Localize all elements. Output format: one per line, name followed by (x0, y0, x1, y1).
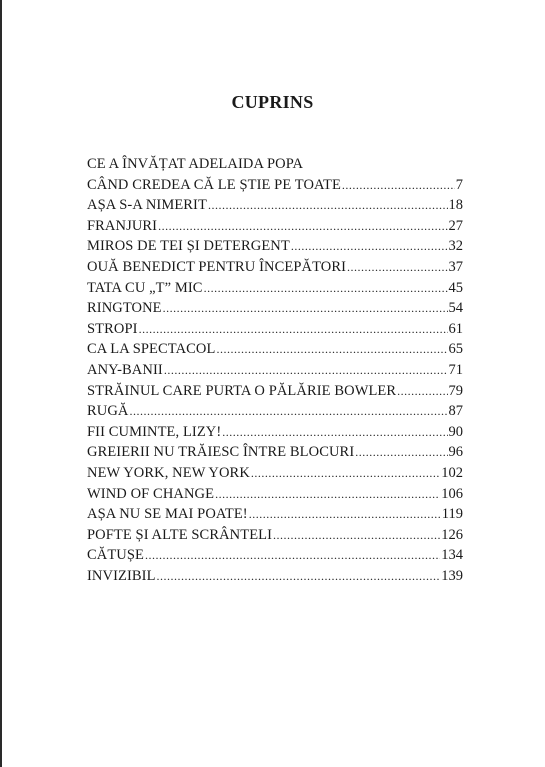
toc-entry-title: CA LA SPECTACOL (87, 341, 216, 358)
toc-entry (87, 216, 463, 237)
toc-entry-title: MIROS DE TEI ȘI DETERGENT (87, 238, 290, 255)
toc-entry-title: TATA CU „T” MIC (87, 279, 203, 296)
toc-entry-title: GREIERII NU TRĂIESC ÎNTRE BLOCURI (87, 444, 355, 461)
page-edge-line (0, 0, 2, 767)
toc-entry-title: AȘA S-A NIMERIT (87, 197, 207, 214)
toc-entry-page-number: 79 (448, 382, 463, 399)
toc-entry-title: STROPI (87, 320, 138, 337)
toc-leader-dots (208, 195, 448, 216)
toc-entry (87, 339, 463, 360)
toc-entry (87, 195, 463, 216)
toc-entry-title: RINGTONE (87, 300, 162, 317)
toc-entry-page-number: 65 (448, 341, 463, 358)
toc-entry-heading-line (87, 154, 463, 175)
toc-entry-title: INVIZIBIL (87, 567, 156, 584)
toc-entry-page-number: 102 (441, 464, 463, 481)
toc-entry-page-number: 87 (448, 403, 463, 420)
toc-leader-dots (355, 442, 447, 463)
toc-leader-dots (163, 298, 448, 319)
toc-entry-title: CÂND CREDEA CĂ LE ȘTIE PE TOATE (87, 176, 341, 193)
toc-entry (87, 298, 463, 319)
toc-entry (87, 257, 463, 278)
toc-leader-dots (251, 463, 440, 484)
toc-entry-title: FRANJURI (87, 217, 158, 234)
toc-entry-page-number: 32 (448, 238, 463, 255)
toc-entry (87, 442, 463, 463)
toc-entry-title: CE A ÎNVĂȚAT ADELAIDA POPA (87, 156, 304, 172)
toc-leader-dots (139, 319, 448, 340)
toc-entry-page-number: 106 (441, 485, 463, 502)
toc-leader-dots (291, 236, 448, 257)
toc-leader-dots (397, 381, 447, 402)
toc-entry (87, 236, 463, 257)
toc-entry-title: CĂTUȘE (87, 547, 144, 564)
toc-entry-title: FII CUMINTE, LIZY! (87, 423, 222, 440)
toc-leader-dots (249, 504, 441, 525)
toc-leader-dots (164, 360, 448, 381)
toc-entry-page-number: 96 (448, 444, 463, 461)
toc-entry-page-number: 126 (441, 526, 463, 543)
toc-entry-page-number: 54 (448, 300, 463, 317)
toc-entry-title: AȘA NU SE MAI POATE! (87, 506, 248, 523)
toc-leader-dots (342, 175, 455, 196)
toc-entry-title: NEW YORK, NEW YORK (87, 464, 250, 481)
toc-leader-dots (204, 278, 448, 299)
toc-entry (87, 360, 463, 381)
toc-entry-page-number: 37 (448, 258, 463, 275)
toc-entry-page-number: 61 (448, 320, 463, 337)
table-of-contents (87, 154, 463, 586)
toc-entry-title: STRĂINUL CARE PURTA O PĂLĂRIE BOWLER (87, 382, 397, 399)
toc-leader-dots (215, 484, 440, 505)
toc-entry (87, 545, 463, 566)
toc-entry-title: RUGĂ (87, 403, 129, 420)
toc-entry (87, 319, 463, 340)
toc-entry (87, 463, 463, 484)
toc-entry-page-number: 134 (441, 547, 463, 564)
toc-entry-title: WIND OF CHANGE (87, 485, 215, 502)
toc-entry (87, 484, 463, 505)
toc-entry-page-number: 119 (441, 506, 463, 523)
toc-entry (87, 525, 463, 546)
toc-entry-title: ANY-BANII (87, 361, 163, 378)
toc-entry-page-number: 90 (448, 423, 463, 440)
toc-entry-page-number: 45 (448, 279, 463, 296)
toc-leader-dots (158, 216, 447, 237)
toc-entry (87, 566, 463, 587)
toc-leader-dots (347, 257, 447, 278)
toc-leader-dots (157, 566, 441, 587)
toc-leader-dots (273, 525, 440, 546)
toc-leader-dots (222, 422, 447, 443)
toc-entry (87, 422, 463, 443)
toc-entry (87, 504, 463, 525)
toc-entry-title: POFTE ȘI ALTE SCRÂNTELI (87, 526, 273, 543)
toc-entry-page-number: 71 (448, 361, 463, 378)
toc-entry (87, 278, 463, 299)
page-title: CUPRINS (231, 92, 314, 112)
toc-entry-page-number: 27 (448, 217, 463, 234)
toc-leader-dots (145, 545, 440, 566)
toc-leader-dots (216, 339, 447, 360)
toc-leader-dots (130, 401, 448, 422)
toc-entry-title: OUĂ BENEDICT PENTRU ÎNCEPĂTORI (87, 258, 347, 275)
toc-entry (87, 175, 463, 196)
toc-entry-page-number: 18 (448, 197, 463, 214)
toc-entry-page-number: 139 (441, 567, 463, 584)
toc-entry (87, 381, 463, 402)
toc-entry-page-number: 7 (455, 176, 463, 193)
toc-entry (87, 401, 463, 422)
